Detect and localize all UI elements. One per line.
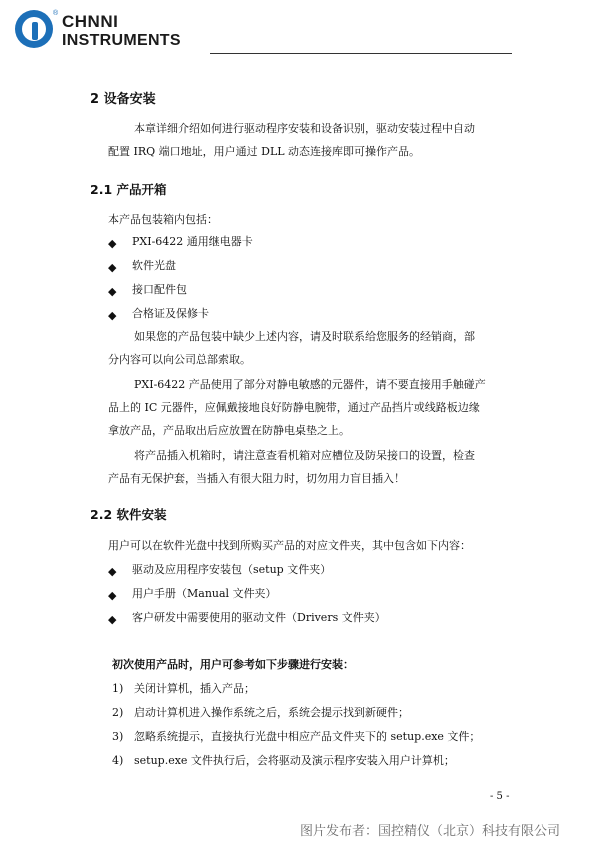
section-2-1-heading: 2.1 产品开箱 [90,182,167,197]
paragraph-line: 将产品插入机箱时，请注意查看机箱对应槽位及防呆接口的设置，检查 [134,449,475,462]
section-2-2-heading: 2.2 软件安装 [90,507,167,522]
paragraph-line: 产品有无保护套，当插入有很大阻力时，切勿用力盲目插入！ [108,472,405,485]
section-2-intro-line1: 本章详细介绍如何进行驱动程序安装和设备识别，驱动安装过程中自动 [134,122,475,135]
page-number: - 5 - [490,791,510,802]
step-number: 1) [112,682,124,695]
step-text: 启动计算机进入操作系统之后，系统会提示找到新硬件； [134,706,409,719]
paragraph-line: 拿放产品，产品取出后应放置在防静电桌垫之上。 [108,424,350,437]
registered-mark: ® [53,10,59,17]
brand-subtitle: INSTRUMENTS [62,32,181,49]
paragraph-line: 品上的 IC 元器件，应佩戴接地良好防静电腕带，通过产品挡片或线路板边缘 [108,401,480,414]
bullet-diamond-icon: ◆ [108,285,117,298]
step-text: 忽略系统提示，直接执行光盘中相应产品文件夹下的 setup.exe 文件； [134,730,481,743]
step-text: 关闭计算机，插入产品； [134,682,255,695]
step-number: 3) [112,730,124,743]
step-text: setup.exe 文件执行后，会将驱动及演示程序安装入用户计算机； [134,754,455,767]
section-2-heading: 2 设备安装 [90,92,156,107]
paragraph-line: 分内容可以向公司总部索取。 [108,353,251,366]
brand-name: CHNNI [62,12,119,31]
paragraph-line: 如果您的产品包装中缺少上述内容，请及时联系给您服务的经销商，部 [134,330,475,343]
step-number: 2) [112,706,124,719]
bullet-diamond-icon: ◆ [108,261,117,274]
bullet-diamond-icon: ◆ [108,237,117,250]
header-rule [210,53,512,54]
list-item: 软件光盘 [132,259,176,272]
list-item: PXI-6422 通用继电器卡 [132,235,253,248]
section-2-intro-line2: 配置 IRQ 端口地址，用户通过 DLL 动态连接库即可操作产品。 [108,145,421,158]
company-logo [15,10,53,48]
steps-lead: 初次使用产品时，用户可参考如下步骤进行安装： [112,658,354,671]
bullet-diamond-icon: ◆ [108,613,117,626]
list-item: 合格证及保修卡 [132,307,209,320]
section-2-1-lead: 本产品包装箱内包括： [108,213,218,226]
bullet-diamond-icon: ◆ [108,565,117,578]
step-number: 4) [112,754,124,767]
list-item: 用户手册（Manual 文件夹） [132,587,277,600]
bullet-diamond-icon: ◆ [108,309,117,322]
paragraph-line: PXI-6422 产品使用了部分对静电敏感的元器件，请不要直接用手触碰产 [134,378,486,391]
section-2-2-lead: 用户可以在软件光盘中找到所购买产品的对应文件夹，其中包含如下内容： [108,539,471,552]
list-item: 驱动及应用程序安装包（setup 文件夹） [132,563,332,576]
publisher-watermark: 图片发布者：国控精仪（北京）科技有限公司 [300,824,561,839]
list-item: 接口配件包 [132,283,187,296]
list-item: 客户研发中需要使用的驱动文件（Drivers 文件夹） [132,611,386,624]
bullet-diamond-icon: ◆ [108,589,117,602]
